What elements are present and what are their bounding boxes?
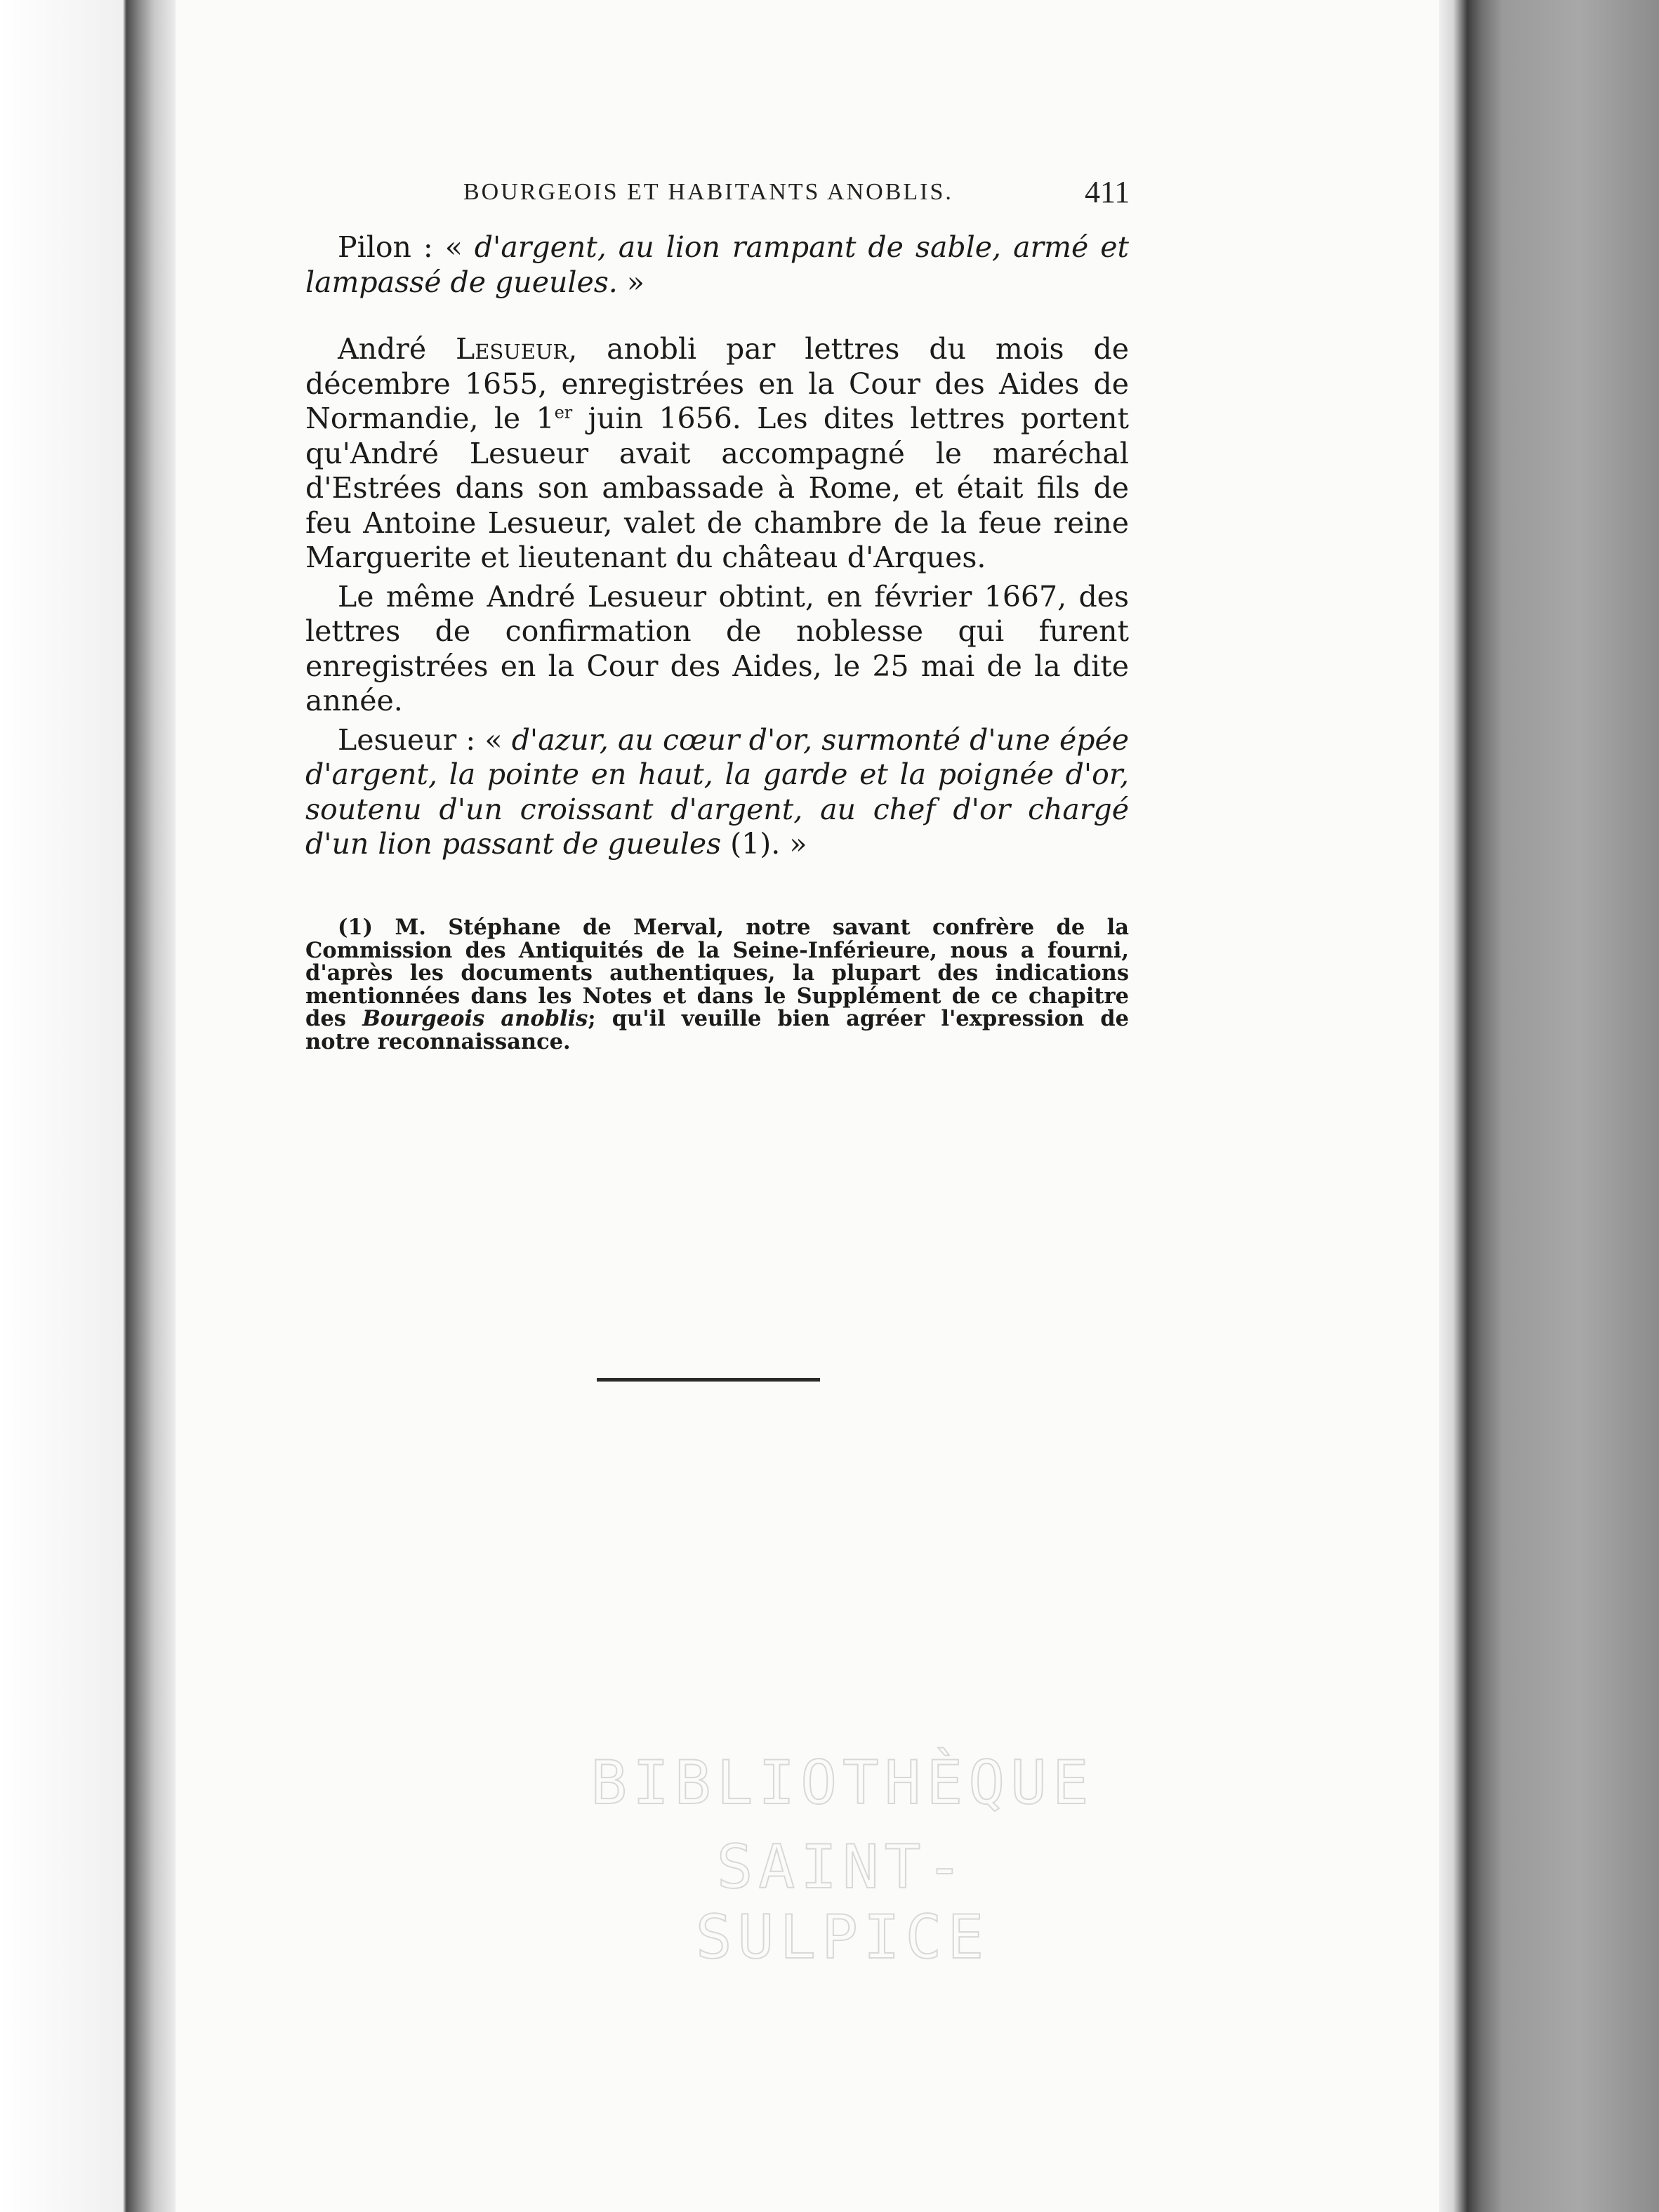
page-number: 411: [1085, 175, 1130, 209]
main-text: [305, 230, 1129, 862]
paragraph-lesueur-anobli: André Lesueur, anobli par lettres du mois de décembre 1655, enregistrées en la Cour des Aides de Normandie, le 1er juin 1656. Les dites lettres portent qu'André Lesueur avait accompagné le maréchal d'Estrées dans son ambassade à Rome, et était fils de feu Antoine Lesueur, valet de chambre de la feue reine Marguerite et lieutenant du château d'Arques.: [305, 332, 1130, 574]
end-rule: [597, 1378, 820, 1382]
scan-right-edge: [1439, 0, 1659, 2212]
footnote: (1) M. Stéphane de Merval, notre savant confrère de la Commission des Antiquités de la Seine-Inférieure, nous a fourni, d'après les documents authentiques, la plupart des indications mentionnées dans les Notes et dans le Supplément de ce chapitre des Bourgeois anoblis; qu'il veuille bien agréer l'expression de notre reconnaissance.: [305, 915, 1129, 1054]
paragraph-lesueur-blazon: Lesueur : « d'azur, au cœur d'or, surmonté d'une épée d'argent, la pointe en haut, la garde et la poignée d'or, soutenu d'un croissant d'argent, au chef d'or chargé d'un lion passant de gueules (1). »: [305, 722, 1130, 861]
scan-left-edge: [0, 0, 176, 2212]
blazon-lesueur: d'azur, au cœur d'or, surmonté d'une épée d'argent, la pointe en haut, la garde et la poignée d'or, soutenu d'un croissant d'argent, au chef d'or chargé d'un lion passant de gueules: [305, 722, 1130, 861]
blazon-pilon: d'argent, au lion rampant de sable, armé et lampassé de gueules.: [305, 230, 1129, 299]
paragraph-confirmation: Le même André Lesueur obtint, en février 1667, des lettres de confirmation de noblesse qui furent enregistrées en la Cour des Aides, le 25 mai de la dite année.: [305, 579, 1129, 717]
library-stamp: [590, 1748, 1095, 1973]
surname-lesueur: Lesueur: [456, 332, 569, 366]
running-title: BOURGEOIS ET HABITANTS ANOBLIS.: [463, 179, 953, 205]
paragraph-pilon: Pilon : « d'argent, au lion rampant de sable, armé et lampassé de gueules. »: [305, 230, 1129, 299]
stamp-line-1: BIBLIOTHÈQUE: [590, 1748, 1095, 1818]
footnote-reference: (1).: [721, 827, 781, 861]
stamp-line-2: SAINT-SULPICE: [695, 1832, 990, 1973]
